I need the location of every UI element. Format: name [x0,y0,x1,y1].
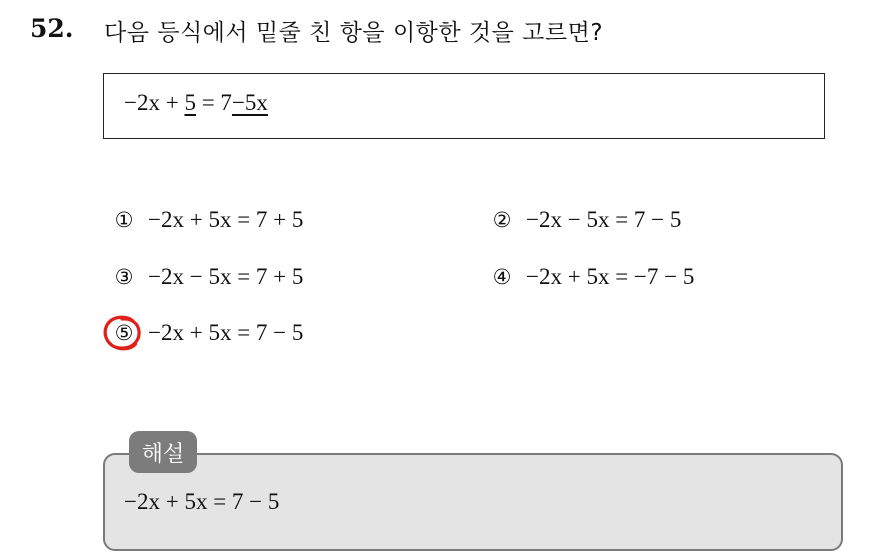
solution-text: −2x + 5x = 7 − 5 [124,489,280,514]
option-1-text: −2x + 5x = 7 + 5 [148,207,304,232]
option-4[interactable] [488,264,694,290]
option-1-mark: ① [114,208,134,232]
option-5-text: −2x + 5x = 7 − 5 [148,320,304,345]
solution-label: 해설 [129,431,197,473]
underlined-term-2: −5x [231,90,268,115]
option-2-mark: ② [492,208,512,232]
question-text: 다음 등식에서 밑줄 친 항을 이항한 것을 고르면? [104,20,604,46]
option-4-mark: ④ [492,265,512,289]
equation-box [103,73,825,139]
answer-circle-icon [102,313,144,353]
option-2[interactable] [488,207,681,233]
equation: −2x + 5 = 7−5x [124,90,268,115]
option-5-mark: ⑤ [114,321,134,345]
option-4-text: −2x + 5x = −7 − 5 [526,264,695,289]
option-1[interactable] [110,207,303,233]
option-2-text: −2x − 5x = 7 − 5 [526,207,682,232]
underlined-term-1: 5 [184,90,196,115]
option-3[interactable] [110,264,303,290]
question-number: 52. [30,14,74,43]
option-3-text: −2x − 5x = 7 + 5 [148,264,304,289]
option-3-mark: ③ [114,265,134,289]
